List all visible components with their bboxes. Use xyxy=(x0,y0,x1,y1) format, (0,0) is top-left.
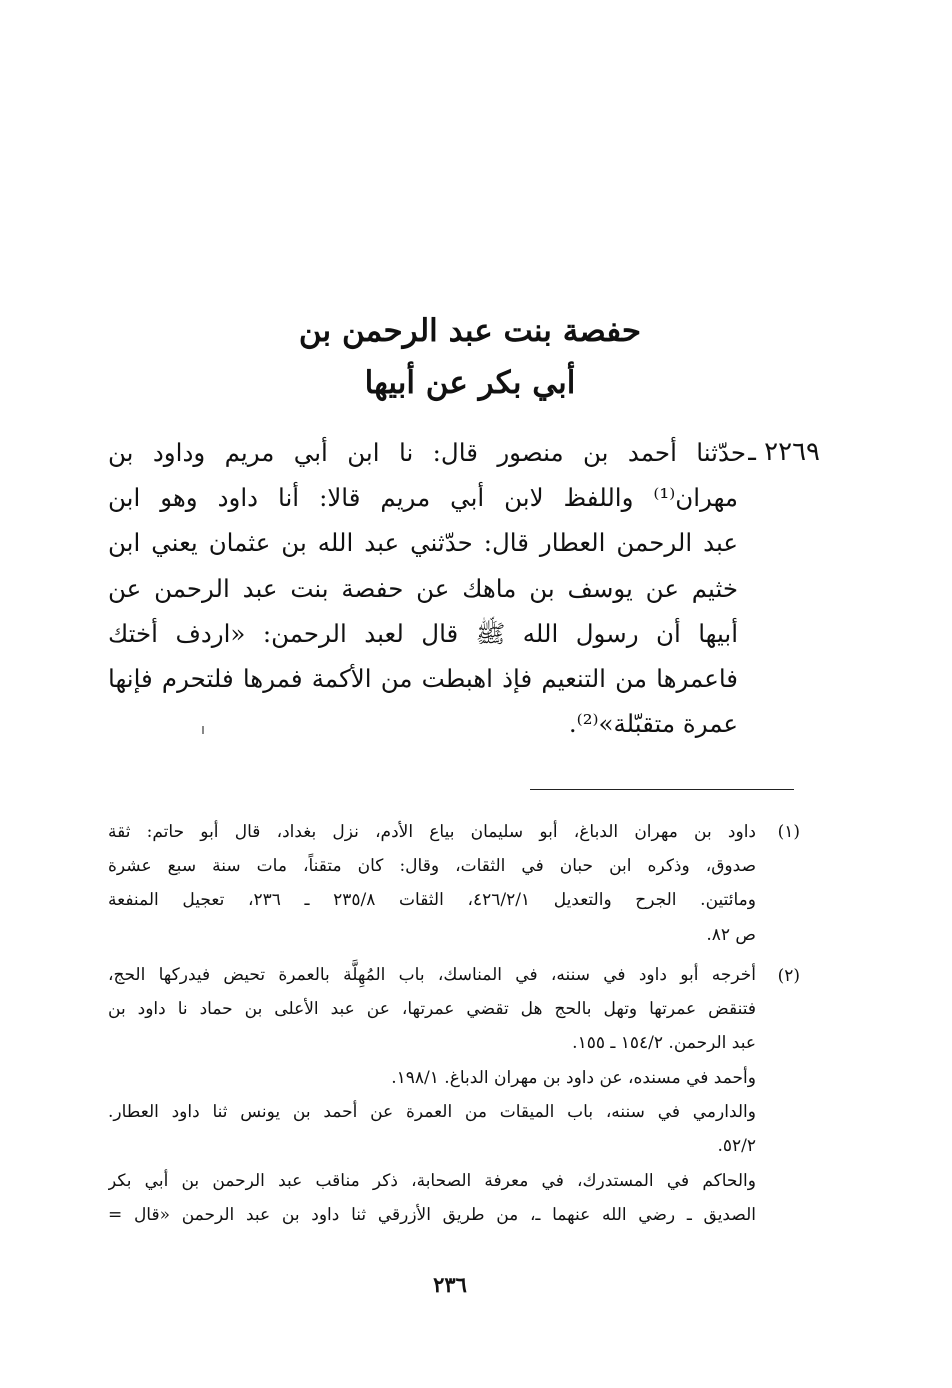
footnote-2-continued xyxy=(108,1061,756,1164)
footnote-line: وأحمد في مسنده، عن داود بن مهران الدباغ. ١٩٨/١. xyxy=(391,1068,756,1088)
hadith-line: خثيم عن يوسف بن ماهك عن حفصة بنت عبد الرحمن عن xyxy=(108,573,738,603)
footnote-line: عبد الرحمن. ١٥٤/٢ ـ ١٥٥. xyxy=(572,1033,756,1054)
footnote-2-final xyxy=(108,1164,756,1232)
hadith-line: فاعمرها من التنعيم فإذ اهبطت من الأكمة فمرها فلتحرم فإنها xyxy=(108,664,738,694)
scan-speck xyxy=(202,726,204,734)
chapter-title xyxy=(200,305,740,409)
footnote-line: صدوق، وذكره ابن حبان في الثقات، وقال: كان متقناً، مات سنة سبع عشرة xyxy=(108,856,756,877)
footnote-line: والدارمي في سننه، باب الميقات من العمرة عن أحمد بن يونس ثنا داود العطار. xyxy=(108,1102,756,1123)
footnote-line: والحاكم في المستدرك، في معرفة الصحابة، ذكر مناقب عبد الرحمن بن أبي بكر xyxy=(108,1171,756,1191)
footnote-line: داود بن مهران الدباغ، أبو سليمان بياع الأدم، نزل بغداد، قال أبو حاتم: ثقة xyxy=(108,822,756,842)
footnote-marker-2: (٢) xyxy=(777,966,800,986)
chapter-title-line-2: أبي بكر عن أبيها xyxy=(364,365,576,401)
footnote-separator xyxy=(530,789,794,790)
footnote-marker-1: (١) xyxy=(777,822,800,842)
hadith-line: أبيها أن رسول الله ﷺ قال لعبد الرحمن: «اردف أختك xyxy=(108,618,738,648)
footnote-line: ٥٢/٢. xyxy=(717,1136,756,1157)
hadith-line: عمرة متقبّلة»⁽²⁾. xyxy=(568,709,738,739)
hadith-line: حدّثنا أحمد بن منصور قال: نا ابن أبي مريم وداود بن xyxy=(108,438,746,467)
chapter-title-line-1: حفصة بنت عبد الرحمن بن xyxy=(298,313,642,349)
footnote-line: فتنقض عمرتها وتهل بالحج هل تقضي عمرتها، عن عبد الأعلى بن حماد نا داود بن xyxy=(108,999,756,1020)
hadith-text xyxy=(108,430,746,746)
footnote-line: ومائتين. الجرح والتعديل ٤٢٦/٢/١، الثقات ٢٣٥/٨ ـ ٢٣٦، تعجيل المنفعة xyxy=(108,890,756,911)
footnote-line: ص ٨٢. xyxy=(706,924,756,945)
footnote-line: أخرجه أبو داود في سننه، في المناسك، باب المُهِلَّة بالعمرة تحيض فيدركها الحج، xyxy=(108,965,756,985)
footnote-2 xyxy=(108,958,756,1061)
page-number: ٢٣٦ xyxy=(433,1272,467,1297)
hadith-line: عبد الرحمن العطار قال: حدّثني عبد الله بن عثمان يعني ابن xyxy=(108,528,738,558)
hadith-number: ٢٢٦٩ ـ xyxy=(748,437,820,467)
footnote-1 xyxy=(108,815,756,952)
footnote-line: الصديق ـ رضي الله عنهما ـ، من طريق الأزرقي ثنا داود بن عبد الرحمن «قال = xyxy=(108,1205,756,1226)
hadith-line: مهران⁽¹⁾ واللفظ لابن أبي مريم قالا: أنا داود وهو ابن xyxy=(108,483,738,513)
